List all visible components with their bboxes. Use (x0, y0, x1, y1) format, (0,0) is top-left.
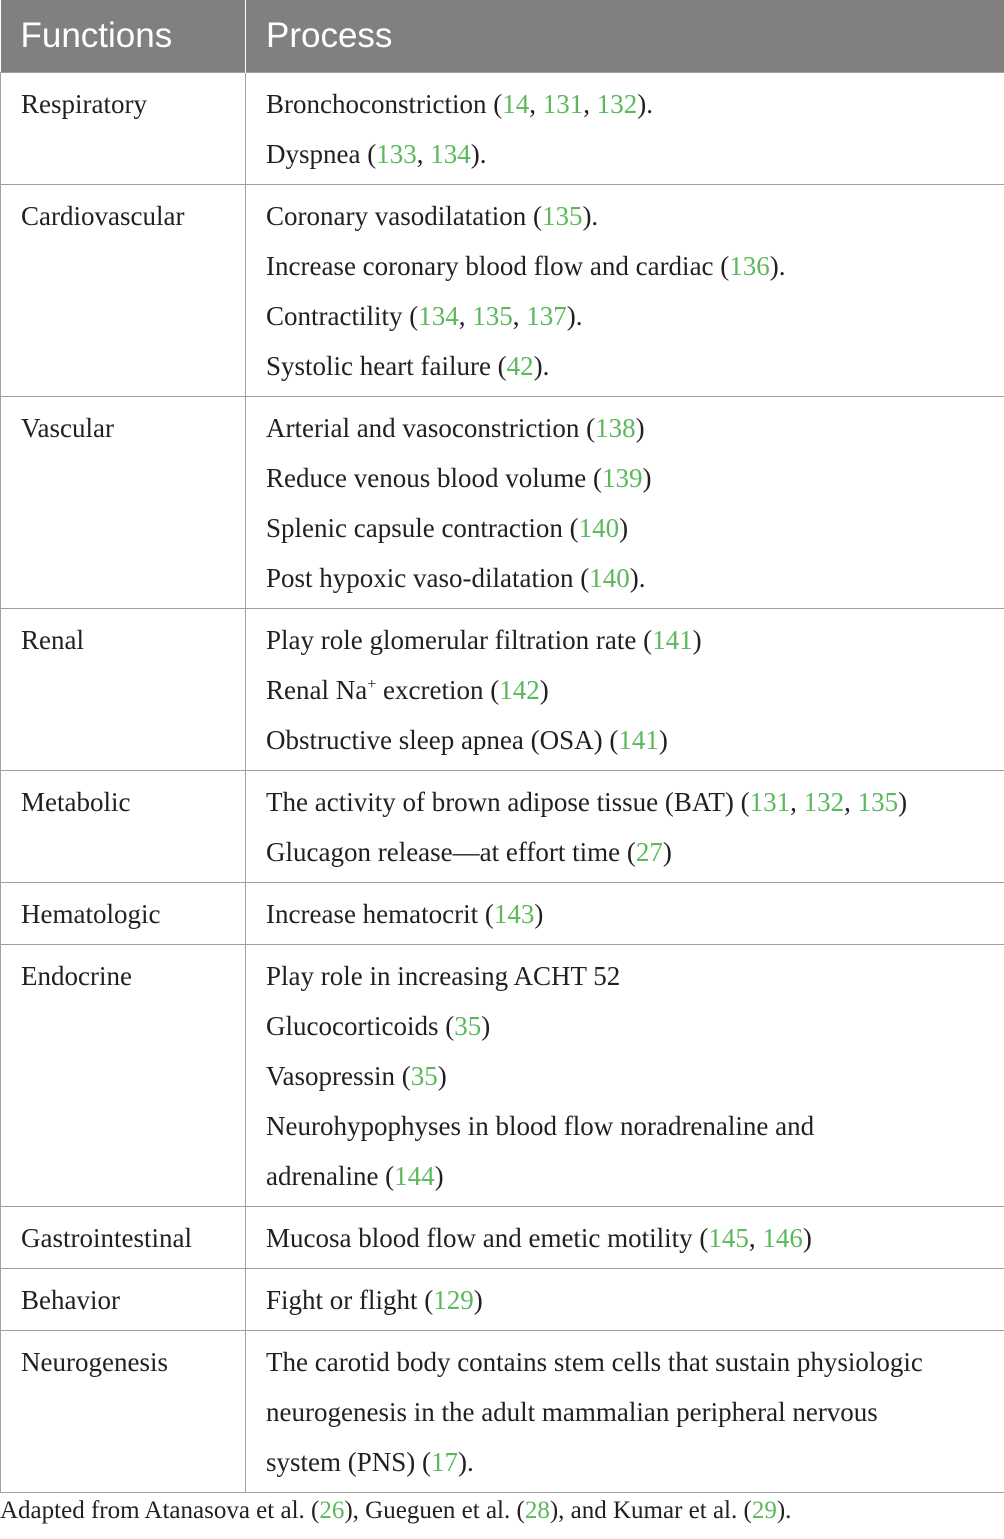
table-row (1, 882, 1004, 944)
process-line (266, 1387, 994, 1437)
text-segment: ). (629, 562, 646, 593)
table-row (1, 944, 1004, 1206)
text-segment: Vasopressin ( (266, 1060, 411, 1091)
table-row (1, 1206, 1004, 1268)
superscript: + (367, 675, 377, 693)
process-line (266, 291, 994, 341)
text-segment: Systolic heart failure ( (266, 350, 507, 381)
table-row (1, 770, 1004, 882)
process-line (266, 1051, 994, 1101)
text-segment: Post hypoxic vaso-dilatation ( (266, 562, 590, 593)
text-segment: Renal Na (266, 674, 368, 705)
process-line (266, 503, 994, 553)
citation-link[interactable]: 131 (542, 88, 584, 119)
text-segment: ) (898, 786, 908, 817)
process-line (266, 453, 994, 503)
citation-link[interactable]: 142 (499, 674, 540, 705)
process-cell (246, 72, 1004, 184)
citation-link[interactable]: 42 (506, 350, 534, 381)
citation-link[interactable]: 132 (596, 88, 638, 119)
text-segment: , (844, 786, 858, 817)
text-segment: ), Gueguen et al. ( (344, 1497, 525, 1524)
process-cell (246, 944, 1004, 1206)
text-segment: Bronchoconstriction ( (266, 88, 503, 119)
function-cell: Renal (1, 608, 246, 770)
table-row (1, 1330, 1004, 1492)
process-line (266, 79, 994, 129)
text-segment: ) (437, 1060, 447, 1091)
text-segment: ). (769, 250, 786, 281)
citation-link[interactable]: 134 (430, 138, 471, 169)
table-row (1, 72, 1004, 184)
text-segment: ). (582, 200, 599, 231)
text-segment: Increase coronary blood flow and cardiac ( (266, 250, 730, 281)
function-cell: Vascular (1, 396, 246, 608)
citation-link[interactable]: 139 (601, 462, 643, 493)
text-segment: ) (662, 836, 672, 867)
text-segment: ) (802, 1222, 812, 1253)
process-cell (246, 1330, 1004, 1492)
process-line (266, 951, 994, 1001)
text-segment: , (790, 786, 804, 817)
text-segment: Glucagon release—at effort time ( (266, 836, 636, 867)
process-cell (246, 396, 1004, 608)
text-segment: system (PNS) ( (266, 1446, 432, 1477)
function-cell: Gastrointestinal (1, 1206, 246, 1268)
text-segment: Arterial and vasoconstriction ( (266, 412, 596, 443)
text-segment: , (529, 88, 543, 119)
text-segment: , (583, 88, 597, 119)
citation-link[interactable]: 146 (762, 1222, 803, 1253)
citation-link[interactable]: 137 (526, 300, 567, 331)
table-row (1, 1268, 1004, 1330)
text-segment: ). (776, 1497, 792, 1524)
text-segment: ). (458, 1446, 474, 1477)
header-functions: Functions (1, 0, 246, 72)
process-line (266, 553, 994, 603)
text-segment: , (458, 300, 473, 331)
function-cell: Neurogenesis (1, 1330, 246, 1492)
process-cell (246, 1268, 1004, 1330)
text-segment: Neurohypophyses in blood flow noradrenaline and (266, 1110, 815, 1141)
text-segment: Reduce venous blood volume ( (266, 462, 602, 493)
citation-link[interactable]: 135 (472, 300, 513, 331)
text-segment: Play role glomerular filtration rate ( (266, 624, 653, 655)
process-line (266, 341, 994, 391)
text-segment: Dyspnea ( (266, 138, 377, 169)
process-line (266, 1213, 994, 1263)
text-segment: ) (539, 674, 549, 705)
text-segment: ) (619, 512, 629, 543)
text-segment: The activity of brown adipose tissue (BAT) ( (266, 786, 750, 817)
text-segment: ) (481, 1010, 491, 1041)
text-segment: , (512, 300, 527, 331)
process-line (266, 1275, 994, 1325)
text-segment: ) (658, 724, 668, 755)
text-segment: ) (534, 898, 544, 929)
process-line (266, 715, 994, 765)
table-footnote (0, 1497, 791, 1525)
process-line (266, 777, 994, 827)
citation-link[interactable]: 35 (410, 1060, 438, 1091)
header-process: Process (246, 0, 1004, 72)
citation-link[interactable]: 134 (418, 300, 459, 331)
process-line (266, 615, 994, 665)
table-row (1, 184, 1004, 396)
text-segment: Obstructive sleep apnea (OSA) ( (266, 724, 619, 755)
table-row (1, 608, 1004, 770)
citation-link[interactable]: 140 (589, 562, 630, 593)
process-cell (246, 1206, 1004, 1268)
text-segment: ) (642, 462, 652, 493)
text-segment: excretion ( (376, 674, 500, 705)
citation-link[interactable]: 35 (454, 1010, 482, 1041)
table-row (1, 396, 1004, 608)
text-segment: , (416, 138, 431, 169)
citation-link[interactable]: 145 (708, 1222, 749, 1253)
process-line (266, 1151, 994, 1201)
text-segment: ). (533, 350, 550, 381)
text-segment: Glucocorticoids ( (266, 1010, 455, 1041)
function-cell: Behavior (1, 1268, 246, 1330)
text-segment: ). (637, 88, 653, 119)
process-line (266, 1337, 994, 1387)
text-segment: ) (635, 412, 645, 443)
process-line (266, 1001, 994, 1051)
text-segment: ) (473, 1284, 483, 1315)
process-line (266, 665, 994, 715)
citation-link[interactable]: 135 (857, 786, 899, 817)
text-segment: Play role in increasing ACHT 52 (266, 960, 621, 991)
citation-link[interactable]: 129 (433, 1284, 474, 1315)
text-segment: ). (470, 138, 487, 169)
process-line (266, 889, 994, 939)
text-segment: , (748, 1222, 763, 1253)
function-cell: Cardiovascular (1, 184, 246, 396)
function-cell: Hematologic (1, 882, 246, 944)
citation-link[interactable]: 141 (618, 724, 659, 755)
citation-link[interactable]: 133 (376, 138, 417, 169)
text-segment: The carotid body contains stem cells that sustain physiologic (266, 1346, 923, 1377)
text-segment: Mucosa blood flow and emetic motility ( (266, 1222, 709, 1253)
table-body (1, 72, 1004, 1492)
text-segment: Coronary vasodilatation ( (266, 200, 542, 231)
text-segment: ), and Kumar et al. ( (549, 1497, 752, 1524)
citation-link[interactable]: 27 (635, 836, 663, 867)
function-cell: Respiratory (1, 72, 246, 184)
citation-link[interactable]: 28 (524, 1497, 550, 1524)
process-line (266, 129, 994, 179)
process-line (266, 1437, 994, 1487)
citation-link[interactable]: 144 (394, 1160, 435, 1191)
function-cell: Endocrine (1, 944, 246, 1206)
citation-link[interactable]: 138 (595, 412, 636, 443)
header-row (1, 0, 1004, 72)
citation-link[interactable]: 132 (803, 786, 845, 817)
text-segment: Increase hematocrit ( (266, 898, 494, 929)
text-segment: ) (692, 624, 702, 655)
process-line (266, 191, 994, 241)
process-cell (246, 770, 1004, 882)
process-line (266, 1101, 994, 1151)
citation-link[interactable]: 131 (749, 786, 791, 817)
function-cell: Metabolic (1, 770, 246, 882)
citation-link[interactable]: 141 (652, 624, 693, 655)
citation-link[interactable]: 136 (729, 250, 770, 281)
process-line (266, 827, 994, 877)
process-line (266, 241, 994, 291)
process-line (266, 403, 994, 453)
text-segment: Contractility ( (266, 300, 419, 331)
text-segment: Splenic capsule contraction ( (266, 512, 579, 543)
text-segment: adrenaline ( (266, 1160, 395, 1191)
process-cell (246, 882, 1004, 944)
process-cell (246, 608, 1004, 770)
text-segment: neurogenesis in the adult mammalian peripheral nervous (266, 1396, 878, 1427)
citation-link[interactable]: 140 (578, 512, 620, 543)
citation-link[interactable]: 26 (319, 1497, 345, 1524)
citation-link[interactable]: 135 (541, 200, 583, 231)
text-segment: ). (566, 300, 583, 331)
citation-link[interactable]: 29 (751, 1497, 777, 1524)
process-cell (246, 184, 1004, 396)
citation-link[interactable]: 17 (431, 1446, 459, 1477)
citation-link[interactable]: 143 (493, 898, 535, 929)
text-segment: ) (434, 1160, 444, 1191)
text-segment: Adapted from Atanasova et al. ( (0, 1497, 320, 1524)
text-segment: Fight or flight ( (266, 1284, 434, 1315)
citation-link[interactable]: 14 (502, 88, 530, 119)
